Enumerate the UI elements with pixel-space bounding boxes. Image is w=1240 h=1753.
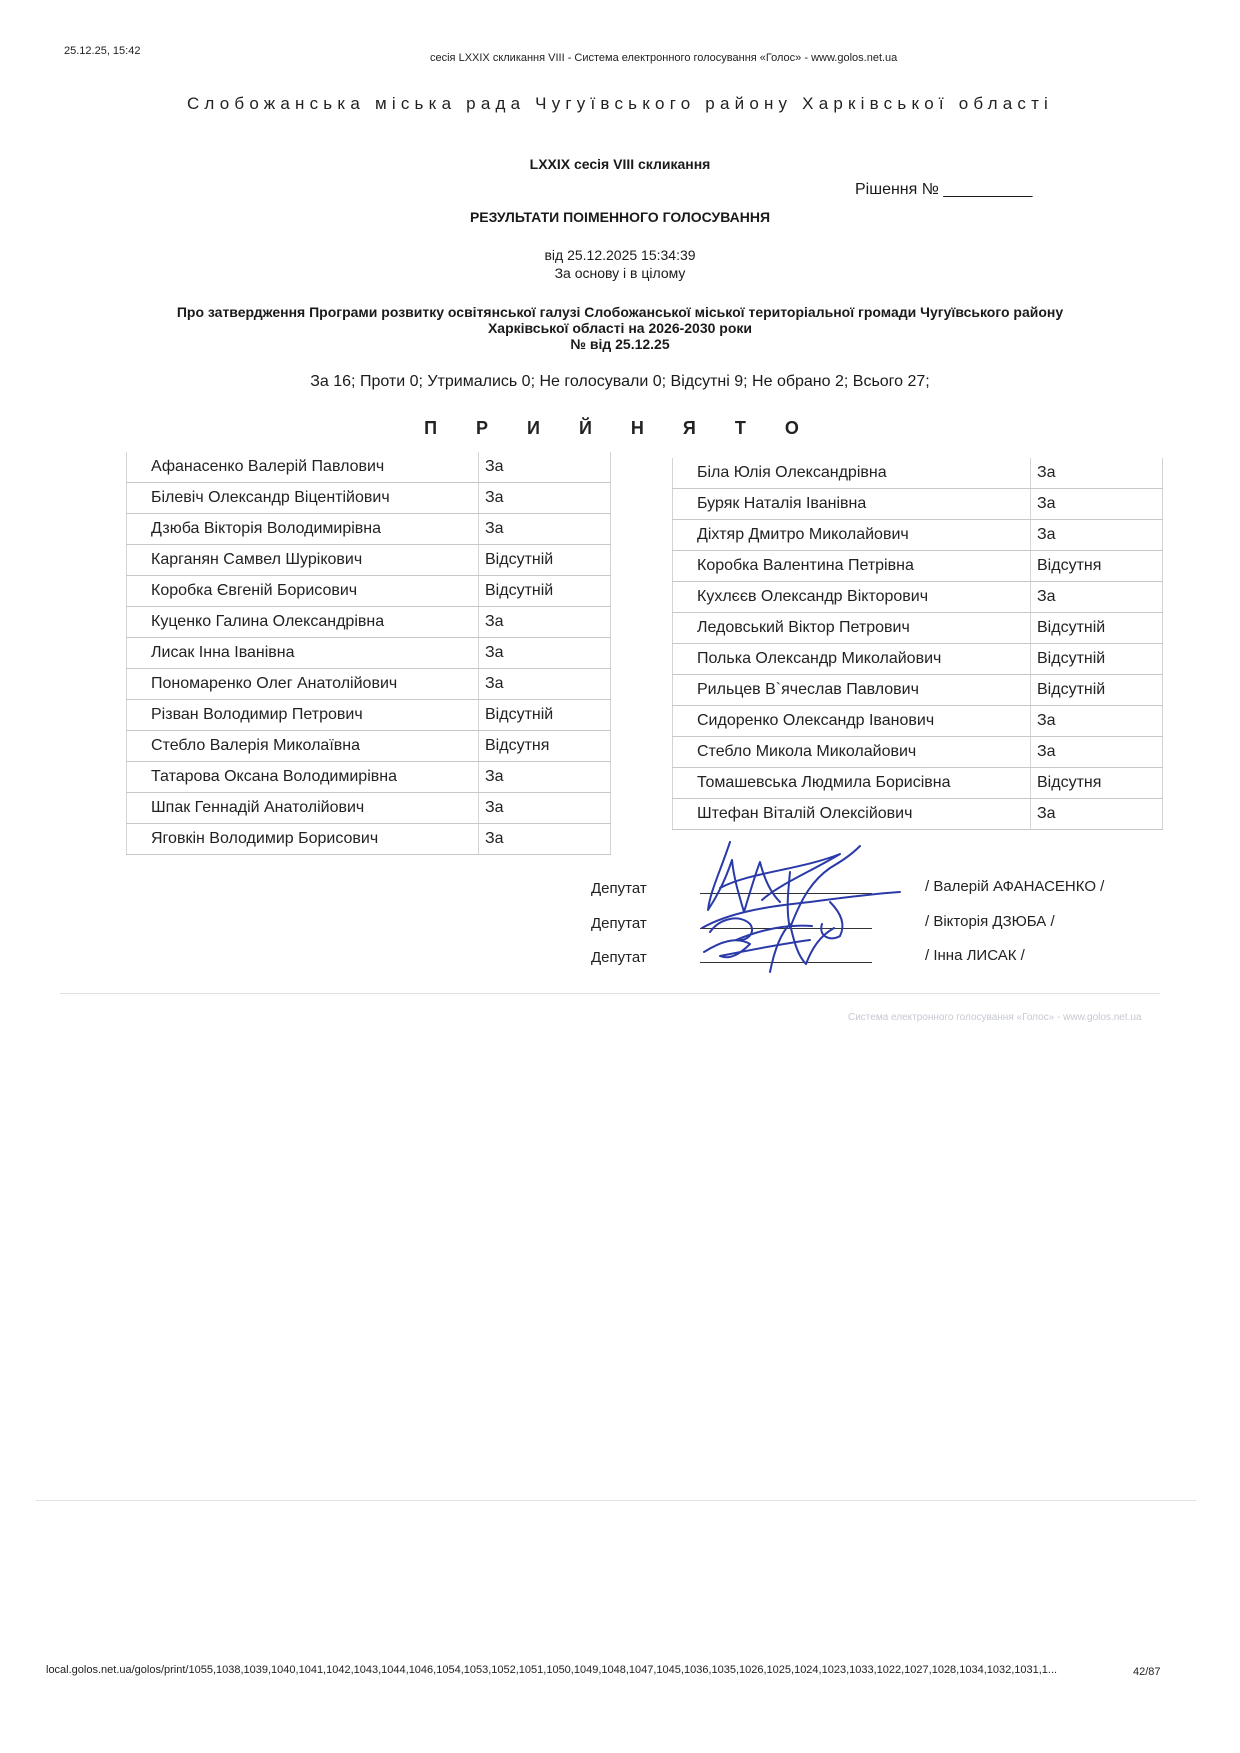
vote-row xyxy=(673,582,1163,613)
vote-row xyxy=(673,613,1163,644)
deputy-vote: За xyxy=(479,638,611,669)
deputy-name: Лисак Інна Іванівна xyxy=(127,638,479,669)
deputy-name: Сидоренко Олександр Іванович xyxy=(673,706,1031,737)
deputy-name: Стебло Валерія Миколаївна xyxy=(127,731,479,762)
deputy-name: Ледовський Віктор Петрович xyxy=(673,613,1031,644)
section-divider xyxy=(60,993,1160,994)
deputy-name: Афанасенко Валерій Павлович xyxy=(127,452,479,483)
vote-row xyxy=(673,768,1163,799)
deputy-name: Стебло Микола Миколайович xyxy=(673,737,1031,768)
vote-row xyxy=(673,706,1163,737)
page-divider xyxy=(36,1500,1196,1501)
vote-row xyxy=(673,489,1163,520)
signature-name-3: / Інна ЛИСАК / xyxy=(925,947,1025,964)
deputy-vote: За xyxy=(1031,737,1163,768)
deputy-vote: Відсутня xyxy=(1031,768,1163,799)
vote-row xyxy=(673,458,1163,489)
vote-row xyxy=(127,669,611,700)
deputy-vote: Відсутній xyxy=(479,545,611,576)
vote-row xyxy=(127,545,611,576)
deputy-vote: За xyxy=(479,514,611,545)
deputy-vote: Відсутній xyxy=(479,576,611,607)
deputy-vote: За xyxy=(1031,520,1163,551)
deputy-vote: За xyxy=(1031,458,1163,489)
vote-row xyxy=(127,762,611,793)
vote-row xyxy=(127,731,611,762)
deputy-name: Коробка Євгеній Борисович xyxy=(127,576,479,607)
vote-row xyxy=(673,799,1163,830)
vote-basis: За основу і в цілому xyxy=(554,265,686,281)
deputy-vote: За xyxy=(479,762,611,793)
vote-row xyxy=(127,824,611,855)
vote-row xyxy=(127,638,611,669)
deputy-vote: Відсутня xyxy=(479,731,611,762)
vote-row xyxy=(673,551,1163,582)
deputy-name: Томашевська Людмила Борисівна xyxy=(673,768,1031,799)
subject-line-1: Про затвердження Програми розвитку освітянської галузі Слобожанської міської територіальної громади Чугуївського району xyxy=(176,304,1064,320)
deputy-name: Кухлєєв Олександр Вікторович xyxy=(673,582,1031,613)
session-title: LXXIX сесія VIII скликання xyxy=(529,156,711,172)
deputy-name: Полька Олександр Миколайович xyxy=(673,644,1031,675)
system-title: сесія LXXIX скликання VIII - Система електронного голосування «Голос» - www.golos.net.ua xyxy=(430,52,898,64)
deputy-name: Рильцев В`ячеслав Павлович xyxy=(673,675,1031,706)
deputy-name: Біла Юлія Олександрівна xyxy=(673,458,1031,489)
footer-system-text: Система електронного голосування «Голос» - www.golos.net.ua xyxy=(848,1012,1142,1023)
vote-row xyxy=(127,514,611,545)
deputy-vote: За xyxy=(479,793,611,824)
deputy-vote: За xyxy=(479,452,611,483)
deputy-vote: Відсутня xyxy=(1031,551,1163,582)
vote-row xyxy=(127,793,611,824)
deputy-vote: Відсутній xyxy=(1031,613,1163,644)
deputy-name: Різван Володимир Петрович xyxy=(127,700,479,731)
vote-row xyxy=(673,644,1163,675)
vote-row xyxy=(127,607,611,638)
deputy-vote: За xyxy=(479,483,611,514)
deputy-name: Коробка Валентина Петрівна xyxy=(673,551,1031,582)
vote-row xyxy=(673,675,1163,706)
deputy-name: Куценко Галина Олександрівна xyxy=(127,607,479,638)
deputy-name: Шпак Геннадій Анатолійович xyxy=(127,793,479,824)
vote-row xyxy=(127,576,611,607)
deputy-name: Татарова Оксана Володимирівна xyxy=(127,762,479,793)
signature-label-1: Депутат xyxy=(591,880,647,897)
deputy-vote: Відсутній xyxy=(479,700,611,731)
vote-row xyxy=(127,452,611,483)
deputy-name: Буряк Наталія Іванівна xyxy=(673,489,1031,520)
deputy-name: Дзюба Вікторія Володимирівна xyxy=(127,514,479,545)
vote-row xyxy=(673,737,1163,768)
print-timestamp: 25.12.25, 15:42 xyxy=(64,45,141,57)
deputy-vote: За xyxy=(479,669,611,700)
subject-line-3: № від 25.12.25 xyxy=(570,336,670,352)
deputy-vote: За xyxy=(1031,582,1163,613)
vote-row xyxy=(127,700,611,731)
results-title: РЕЗУЛЬТАТИ ПОІМЕННОГО ГОЛОСУВАННЯ xyxy=(469,209,771,225)
signature-label-2: Депутат xyxy=(591,915,647,932)
result-accepted: П Р И Й Н Я Т О xyxy=(424,418,816,438)
deputy-vote: Відсутній xyxy=(1031,644,1163,675)
deputy-name: Карганян Самвел Шурікович xyxy=(127,545,479,576)
vote-summary: За 16; Проти 0; Утримались 0; Не голосували 0; Відсутні 9; Не обрано 2; Всього 27; xyxy=(310,373,930,390)
vote-row xyxy=(127,483,611,514)
deputy-name: Штефан Віталій Олексійович xyxy=(673,799,1031,830)
vote-row xyxy=(673,520,1163,551)
deputy-vote: Відсутній xyxy=(1031,675,1163,706)
right-votes-table xyxy=(672,458,1163,830)
deputy-vote: За xyxy=(1031,706,1163,737)
signature-name-1: / Валерій АФАНАСЕНКО / xyxy=(925,878,1105,895)
deputy-vote: За xyxy=(479,607,611,638)
deputy-name: Діхтяр Дмитро Миколайович xyxy=(673,520,1031,551)
deputy-name: Яговкін Володимир Борисович xyxy=(127,824,479,855)
print-url: local.golos.net.ua/golos/print/1055,1038,1039,1040,1041,1042,1043,1044,1046,1054,1053,1052,1051,1050,1049,1048,1047,1045,1036,1035,1026,1025,1024,1023,1033,1022,1027,1028,1034,1032,1031,1... xyxy=(46,1664,1058,1676)
deputy-name: Пономаренко Олег Анатолійович xyxy=(127,669,479,700)
signature-name-2: / Вікторія ДЗЮБА / xyxy=(925,913,1055,930)
signature-label-3: Депутат xyxy=(591,949,647,966)
deputy-vote: За xyxy=(1031,489,1163,520)
subject-line-2: Харківської області на 2026-2030 роки xyxy=(487,320,753,336)
deputy-vote: За xyxy=(1031,799,1163,830)
deputy-vote: За xyxy=(479,824,611,855)
council-name: Слобожанська міська рада Чугуївського району Харківської області xyxy=(186,94,1054,113)
left-votes-table xyxy=(126,452,611,855)
decision-number-label: Рішення № __________ xyxy=(855,181,1033,198)
page-number: 42/87 xyxy=(1133,1666,1161,1678)
deputy-name: Білевіч Олександр Віцентійович xyxy=(127,483,479,514)
handwritten-signatures xyxy=(690,832,920,982)
vote-datetime: від 25.12.2025 15:34:39 xyxy=(544,247,696,263)
